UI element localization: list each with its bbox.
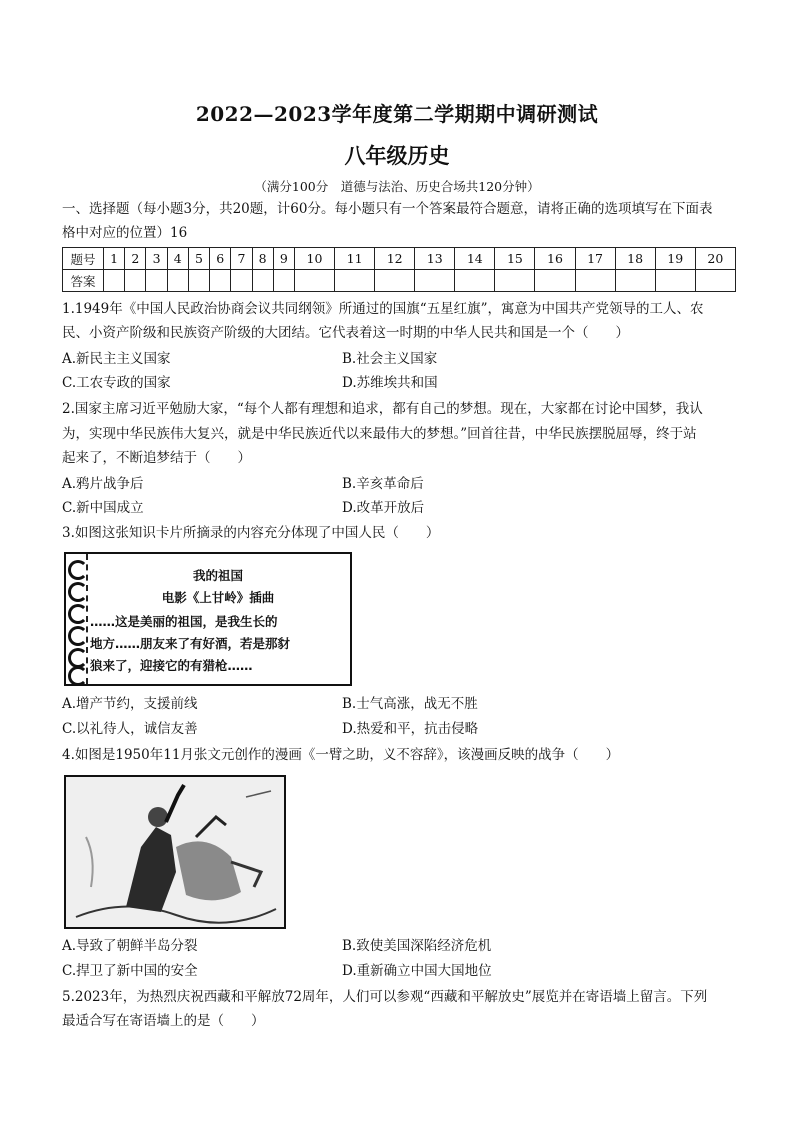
question-number-cell: 18 [615,248,655,270]
q4-stem: 4.如图是1950年11月张文元创作的漫画《一臂之助，义不容辞》，该漫画反映的战争（ ） [62,747,620,763]
q4-option-d: D.重新确立中国大国地位 [342,963,492,979]
row-label-answer: 答案 [63,270,104,292]
question-number-cell: 6 [210,248,231,270]
q4-option-a: A.导致了朝鲜半岛分裂 [62,938,198,954]
spiral-icon [68,648,88,668]
question-number-cell: 15 [495,248,535,270]
q3-option-c: C.以礼待人，诚信友善 [62,721,198,737]
answer-cell[interactable] [167,270,188,292]
question-number-cell: 14 [455,248,495,270]
cartoon-image [64,775,286,929]
answer-cell[interactable] [695,270,735,292]
answer-cell[interactable] [575,270,615,292]
question-number-cell: 20 [695,248,735,270]
q3-stem: 3.如图这张知识卡片所摘录的内容充分体现了中国人民（ ） [62,525,440,541]
card-spiral-border [66,554,88,684]
question-number-cell: 1 [104,248,125,270]
answer-table [62,247,736,292]
q2-stem-line2: 为，实现中华民族伟大复兴，就是中华民族近代以来最伟大的梦想。”回首往昔，中华民族摆脱屈辱，终于站 [62,426,697,442]
q3-option-a: A.增产节约，支援前线 [62,696,198,712]
question-number-cell: 13 [415,248,455,270]
question-number-cell: 3 [146,248,167,270]
answer-cell[interactable] [231,270,252,292]
question-number-cell: 2 [125,248,146,270]
spiral-icon [68,604,88,624]
q3-option-b: B.士气高涨，战无不胜 [342,696,478,712]
answer-cell[interactable] [188,270,209,292]
q2-option-c: C.新中国成立 [62,500,144,516]
question-number-cell: 10 [294,248,334,270]
answer-cell[interactable] [535,270,575,292]
card-title: 我的祖国 [192,568,243,583]
answer-cell[interactable] [495,270,535,292]
answer-cell[interactable] [615,270,655,292]
card-line1: ……这是美丽的祖国，是我生长的 [90,614,278,629]
q2-option-a: A.鸦片战争后 [62,476,144,492]
spiral-icon [68,582,88,602]
cartoon-illustration [66,777,284,927]
answer-cell[interactable] [415,270,455,292]
q4-option-c: C.捍卫了新中国的安全 [62,963,198,979]
answer-cell[interactable] [146,270,167,292]
q1-option-c: C.工农专政的国家 [62,375,171,391]
question-number-cell: 17 [575,248,615,270]
q1-option-d: D.苏维埃共和国 [342,375,438,391]
page-subtitle: 八年级历史 [344,143,450,168]
card-line2: 地方……朋友来了有好酒，若是那豺 [90,636,291,651]
question-number-cell: 12 [375,248,415,270]
spiral-icon [68,666,88,686]
answer-cell[interactable] [655,270,695,292]
answer-cell[interactable] [104,270,125,292]
q1-option-a: A.新民主主义国家 [62,351,171,367]
answer-table-header-row [63,248,736,270]
q2-stem-line3: 起来了，不断追梦结于（ ） [62,450,251,466]
knowledge-card [64,552,352,686]
q2-option-d: D.改革开放后 [342,500,425,516]
q2-stem-line1: 2.国家主席习近平勉励大家，“每个人都有理想和追求，都有自己的梦想。现在，大家都在讨论中国梦，我认 [62,401,703,417]
question-number-cell: 7 [231,248,252,270]
q3-option-d: D.热爱和平，抗击侵略 [342,721,479,737]
question-number-cell: 11 [335,248,375,270]
card-line3: 狼来了，迎接它的有猎枪…… [90,658,253,673]
answer-table-answer-row [63,270,736,292]
q5-stem-line2: 最适合写在寄语墙上的是（ ） [62,1013,265,1029]
question-number-cell: 9 [273,248,294,270]
answer-cell[interactable] [210,270,231,292]
question-number-cell: 16 [535,248,575,270]
card-subtitle: 电影《上甘岭》插曲 [161,590,275,605]
q1-option-b: B.社会主义国家 [342,351,438,367]
q5-stem-line1: 5.2023年，为热烈庆祝西藏和平解放72周年，人们可以参观“西藏和平解放史”展览并在寄语墙上留言。下列 [62,989,708,1005]
question-number-cell: 19 [655,248,695,270]
page-title: 2022—2023学年度第二学期期中调研测试 [195,102,599,126]
row-label-question-number: 题号 [63,248,104,270]
answer-cell[interactable] [273,270,294,292]
q2-option-b: B.辛亥革命后 [342,476,424,492]
answer-cell[interactable] [252,270,273,292]
exam-note: （满分100分 道德与法治、历史合场共120分钟） [254,179,540,194]
answer-cell[interactable] [455,270,495,292]
spiral-icon [68,560,88,580]
spiral-icon [68,626,88,646]
answer-cell[interactable] [294,270,334,292]
answer-cell[interactable] [375,270,415,292]
answer-cell[interactable] [125,270,146,292]
question-number-cell: 5 [188,248,209,270]
q1-stem-line2: 民、小资产阶级和民族资产阶级的大团结。它代表着这一时期的中华人民共和国是一个（ ） [62,325,629,341]
answer-cell[interactable] [335,270,375,292]
question-number-cell: 8 [252,248,273,270]
q4-option-b: B.致使美国深陷经济危机 [342,938,492,954]
section-instructions-line1: 一、选择题（每小题3分，共20题，计60分。每小题只有一个答案最符合题意，请将正确的选项填写在下面表 [62,201,713,217]
question-number-cell: 4 [167,248,188,270]
q1-stem-line1: 1.1949年《中国人民政治协商会议共同纲领》所通过的国旗“五星红旗”，寓意为中国共产党领导的工人、农 [62,301,704,317]
section-instructions-line2: 格中对应的位置）16 [62,225,188,241]
